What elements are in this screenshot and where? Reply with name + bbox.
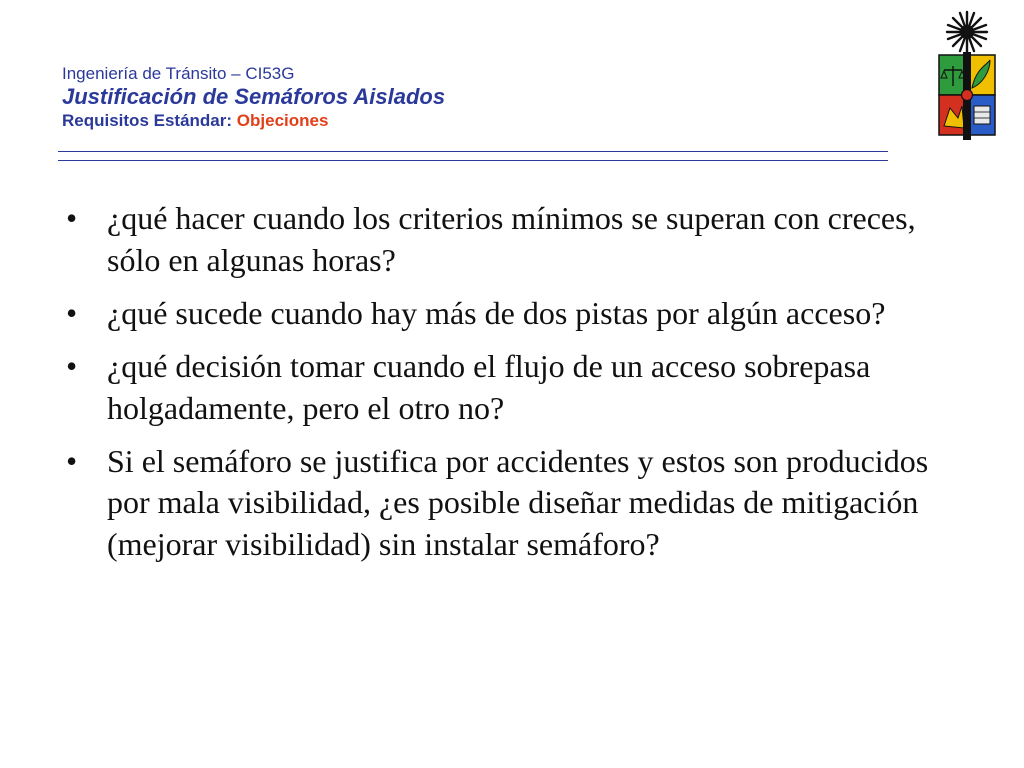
subtitle-accent: Objeciones <box>236 110 329 130</box>
bullet-text: ¿qué hacer cuando los criterios mínimos se superan con creces, sólo en algunas horas? <box>107 200 916 278</box>
list-item <box>66 293 966 335</box>
bullet-dot: • <box>66 442 78 479</box>
bullet-dot: • <box>66 200 78 236</box>
bullet-list <box>66 198 966 577</box>
list-item <box>66 441 966 567</box>
bullet-text: ¿qué sucede cuando hay más de dos pistas por algún acceso? <box>107 294 886 331</box>
slide-header <box>62 64 445 131</box>
crest-shield-icon <box>939 52 995 140</box>
bullet-text: ¿qué decisión tomar cuando el flujo de un acceso sobrepasa holgadamente, pero el otro no? <box>107 347 871 426</box>
university-crest-icon <box>930 8 1004 140</box>
header-divider-bottom <box>58 160 888 161</box>
subtitle-prefix: Requisitos Estándar: <box>62 110 233 130</box>
bullet-dot: • <box>66 347 78 384</box>
crest-sun-icon <box>947 12 987 52</box>
header-divider-top <box>58 151 888 152</box>
list-item <box>66 198 966 282</box>
bullet-dot: • <box>66 294 78 331</box>
course-name: Ingeniería de Tránsito – CI53G <box>62 64 295 83</box>
slide-title: Justificación de Semáforos Aislados <box>62 84 446 110</box>
list-item <box>66 346 966 430</box>
slide-subtitle <box>62 111 445 131</box>
bullet-text: Si el semáforo se justifica por accidentes y estos son producidos por mala visibilidad, ¿es posible diseñar medidas de mitigación (mejorar visibilidad) sin instalar semáforo? <box>107 442 929 563</box>
